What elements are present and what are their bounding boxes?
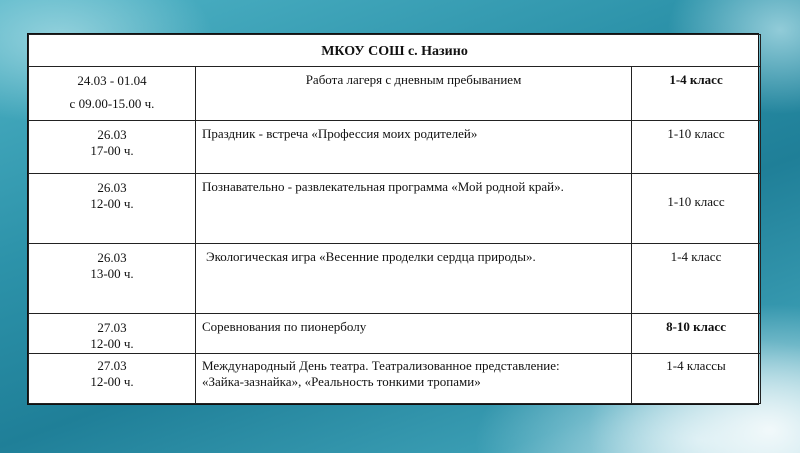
table-row <box>29 121 761 174</box>
grades-cell: 1-4 класс <box>632 67 761 121</box>
event-date: 26.03 <box>97 180 127 195</box>
grades-cell: 1-4 классы <box>632 354 761 404</box>
date-cell <box>29 244 196 314</box>
event-time: 12-00 ч. <box>90 336 134 351</box>
page-title: МКОУ СОШ с. Назино <box>29 35 761 67</box>
event-cell: Праздник - встреча «Профессия моих родителей» <box>196 121 632 174</box>
table-title-row <box>29 35 761 67</box>
table-row <box>29 67 761 121</box>
grades-cell: 1-10 класс <box>632 174 761 244</box>
event-cell: Познавательно - развлекательная программа «Мой родной край». <box>196 174 632 244</box>
date-cell <box>29 121 196 174</box>
event-date: 26.03 <box>97 127 127 142</box>
table-row <box>29 354 761 404</box>
schedule-table <box>28 34 761 404</box>
grades-cell: 1-4 класс <box>632 244 761 314</box>
date-cell <box>29 174 196 244</box>
event-line: Международный День театра. Театрализованное представление: <box>202 358 560 373</box>
date-cell <box>29 314 196 354</box>
event-date: 27.03 <box>97 320 127 335</box>
table-row <box>29 244 761 314</box>
event-date: 26.03 <box>97 250 127 265</box>
schedule-document <box>27 33 759 405</box>
grades-cell <box>632 314 761 354</box>
table-row <box>29 314 761 354</box>
event-cell: Экологическая игра «Весенние проделки сердца природы». <box>196 244 632 314</box>
table-row <box>29 174 761 244</box>
event-time: 13-00 ч. <box>90 266 134 281</box>
event-time: с 09.00-15.00 ч. <box>69 96 155 111</box>
event-cell: Работа лагеря с дневным пребыванием <box>196 67 632 121</box>
event-date: 27.03 <box>97 358 127 373</box>
date-cell <box>29 67 196 121</box>
event-time: 12-00 ч. <box>90 374 134 389</box>
event-time: 12-00 ч. <box>90 196 134 211</box>
grades-text: 8-10 класс <box>666 319 726 334</box>
date-cell <box>29 354 196 404</box>
event-line: «Зайка-зазнайка», «Реальность тонкими тропами» <box>202 374 481 389</box>
grades-cell: 1-10 класс <box>632 121 761 174</box>
event-cell: Соревнования по пионерболу <box>196 314 632 354</box>
event-time: 17-00 ч. <box>90 143 134 158</box>
event-date: 24.03 - 01.04 <box>77 73 147 88</box>
event-cell <box>196 354 632 404</box>
